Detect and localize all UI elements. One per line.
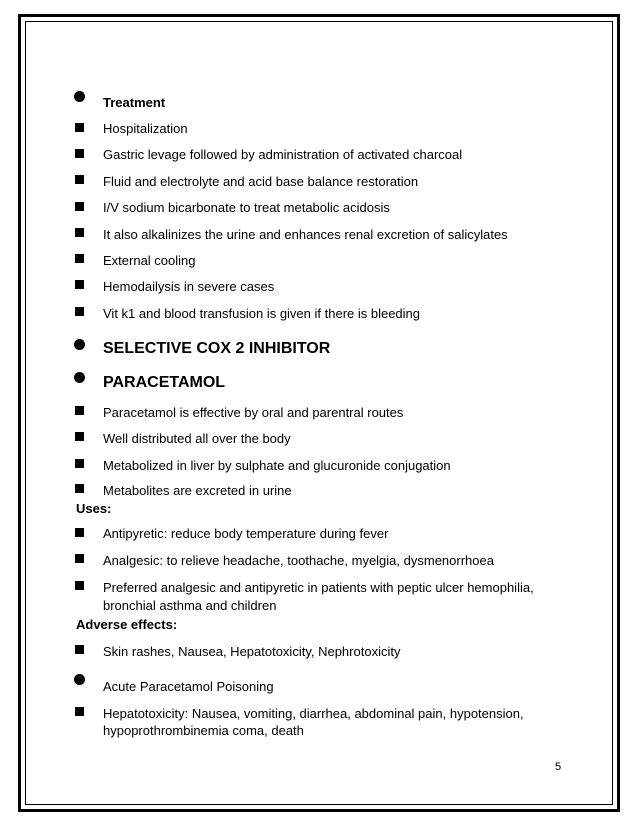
square-bullet-icon [75,406,84,415]
list-item: Metabolites are excreted in urine [103,483,292,498]
section-heading-cox2: SELECTIVE COX 2 INHIBITOR [103,340,331,357]
list-item: Antipyretic: reduce body temperature during fever [103,526,389,541]
square-bullet-icon [75,307,84,316]
list-item: Well distributed all over the body [103,431,291,446]
section-heading-paracetamol: PARACETAMOL [103,374,226,391]
square-bullet-icon [75,528,84,537]
list-item: Hospitalization [103,121,188,136]
list-item: Preferred analgesic and antipyretic in patients with peptic ulcer hemophilia, [103,580,534,595]
list-item: Vit k1 and blood transfusion is given if there is bleeding [103,306,421,321]
square-bullet-icon [75,254,84,263]
list-item: Acute Paracetamol Poisoning [103,679,274,694]
list-item: Hemodailysis in severe cases [103,279,275,294]
square-bullet-icon [75,432,84,441]
square-bullet-icon [75,707,84,716]
square-bullet-icon [75,175,84,184]
list-item-continuation: bronchial asthma and children [103,598,277,613]
list-item: I/V sodium bicarbonate to treat metabolic acidosis [103,200,390,215]
list-item: Metabolized in liver by sulphate and glucuronide conjugation [103,458,451,473]
list-item: External cooling [103,253,196,268]
square-bullet-icon [75,459,84,468]
adverse-effects-heading: Adverse effects: [76,617,178,632]
square-bullet-icon [75,554,84,563]
list-item: Skin rashes, Nausea, Hepatotoxicity, Nephrotoxicity [103,644,401,659]
square-bullet-icon [75,202,84,211]
page-number: 5 [555,761,562,773]
list-item: Gastric levage followed by administration of activated charcoal [103,147,463,162]
round-bullet-icon [74,91,85,102]
list-item: Fluid and electrolyte and acid base balance restoration [103,174,419,189]
round-bullet-icon [74,674,85,685]
round-bullet-icon [74,372,85,383]
square-bullet-icon [75,280,84,289]
square-bullet-icon [75,484,84,493]
list-item: It also alkalinizes the urine and enhances renal excretion of salicylates [103,227,508,242]
square-bullet-icon [75,123,84,132]
square-bullet-icon [75,645,84,654]
round-bullet-icon [74,339,85,350]
list-item: Analgesic: to relieve headache, toothache, myelgia, dysmenorrhoea [103,553,494,568]
list-item-continuation: hypoprothrombinemia coma, death [103,723,304,738]
treatment-heading: Treatment [103,95,166,110]
uses-heading: Uses: [76,501,112,516]
list-item: Paracetamol is effective by oral and parentral routes [103,405,404,420]
square-bullet-icon [75,581,84,590]
square-bullet-icon [75,228,84,237]
list-item: Hepatotoxicity: Nausea, vomiting, diarrhea, abdominal pain, hypotension, [103,706,524,721]
square-bullet-icon [75,149,84,158]
